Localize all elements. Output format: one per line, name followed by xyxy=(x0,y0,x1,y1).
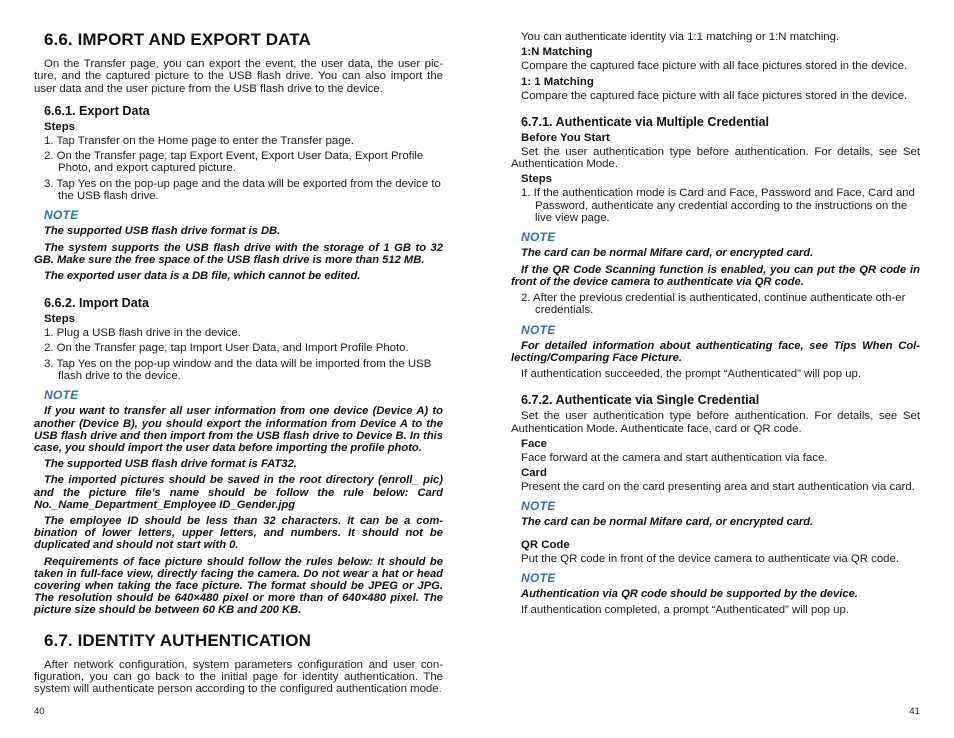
list-item: 2. On the Transfer page, tap Export Event, Export User Data, Export Profile Photo, and export captured picture. xyxy=(44,150,424,175)
import-steps-label: Steps xyxy=(44,313,76,326)
note-text: For detailed information about authenticating face, see Tips When Col-lecting/Comparing Face Picture. xyxy=(511,339,920,364)
matching-intro: You can authenticate identity via 1:1 matching or 1:N matching. xyxy=(521,31,840,43)
import-note: The supported USB flash drive format is FAT32. xyxy=(44,458,297,471)
list-item: 2. On the Transfer page, tap Import User Data, and Import Profile Photo. xyxy=(44,342,409,355)
import-steps-list xyxy=(34,327,443,382)
section-6-6-intro: On the Transfer page, you can export the event, the user data, the user pic-ture, and the captured picture to the USB flash drive. You can also import the user data and the user picture from the USB flash drive to the device. xyxy=(34,58,443,95)
note-title: NOTE xyxy=(521,499,556,514)
single-credential-text: Set the user authentication type before authentication. For details, see Set Authentication Mode. Authenticate face, card or QR code. xyxy=(511,410,920,435)
import-note: Requirements of face picture should follow the rules below: It should be taken in full-face view, directly facing the camera. Do not wear a hat or head covering when taking the face picture. The format should be JPEG or JPG. The resolution should be 640×480 pixel or more than of 640×480 pixel. The picture size should be between 60 KB and 200 KB. xyxy=(34,555,443,617)
import-note: The imported pictures should be saved in the root directory (enroll_ pic) and the picture file’s name should be follow the rule below: Card No._Name_Department_Employee ID_Gender.jpg xyxy=(34,474,443,511)
import-note: The employee ID should be less than 32 characters. It can be a com-bination of lower letters, upper letters, and numbers. It should not be duplicated and should not start with 0. xyxy=(34,515,443,552)
note-title: NOTE xyxy=(521,230,556,245)
section-6-7-heading: 6.7. IDENTITY AUTHENTICATION xyxy=(44,630,311,650)
list-item: 3. Tap Yes on the pop-up window and the data will be imported from the USB flash drive to the device. xyxy=(44,357,432,383)
qr-code-text: Put the QR code in front of the device camera to authenticate via QR code. xyxy=(521,552,899,565)
import-note: If you want to transfer all user information from one device (Device A) to another (Device B), you should export the information from Device A to the USB flash drive and then import from the USB flash drive to Device B. In this case, you should import the user data before importing the profile photo. xyxy=(34,405,443,454)
list-item: 1. Plug a USB flash drive in the device. xyxy=(44,327,241,340)
success-text: If authentication succeeded, the prompt “Authenticated” will pop up. xyxy=(521,367,862,380)
multiple-credential-heading: 6.7.1. Authenticate via Multiple Credential xyxy=(521,114,769,129)
note-title: NOTE xyxy=(521,322,556,337)
one-to-one-label: 1: 1 Matching xyxy=(521,75,594,88)
face-text: Face forward at the camera and start authentication via face. xyxy=(521,451,828,464)
export-steps-label: Steps xyxy=(44,120,76,133)
export-note: The supported USB flash drive format is DB. xyxy=(44,225,281,238)
right-page xyxy=(477,0,954,738)
export-note-title: NOTE xyxy=(44,208,79,223)
list-item: 1. If the authentication mode is Card and Face, Password and Face, Card and Password, authenticate any credential according to the instructions on the live view page. xyxy=(521,187,915,225)
section-6-7-intro: After network configuration, system parameters configuration and user con-figuration, you can go back to the initial page for identity authentication. The system will authenticate person according to the configured authentication mode. xyxy=(34,658,443,696)
one-to-one-text: Compare the captured face picture with all face pictures stored in the device. xyxy=(521,89,908,102)
section-6-6-heading: 6.6. IMPORT AND EXPORT DATA xyxy=(44,30,311,49)
right-column xyxy=(511,31,920,619)
export-steps-list xyxy=(34,135,443,202)
card-text: Present the card on the card presenting area and start authentication via card. xyxy=(521,481,915,494)
export-note: The system supports the USB flash drive with the storage of 1 GB to 32 GB. Make sure the free space of the USB flash drive is more than 512 MB. xyxy=(34,241,443,266)
note-text: Authentication via QR code should be supported by the device. xyxy=(521,587,858,600)
multi-steps-list xyxy=(511,187,920,224)
note-text: If the QR Code Scanning function is enabled, you can put the QR code in front of the device camera to authenticate via QR code. xyxy=(511,263,920,288)
card-label: Card xyxy=(521,467,547,480)
before-you-start-label: Before You Start xyxy=(521,131,610,144)
note-text: The card can be normal Mifare card, or encrypted card. xyxy=(521,247,814,260)
qr-code-label: QR Code xyxy=(521,538,570,551)
single-credential-heading: 6.7.2. Authenticate via Single Credential xyxy=(521,393,760,408)
import-data-heading: 6.6.2. Import Data xyxy=(44,296,149,311)
page-number: 41 xyxy=(909,706,920,717)
steps-label: Steps xyxy=(521,173,553,186)
note-title: NOTE xyxy=(521,570,556,585)
face-label: Face xyxy=(521,437,547,450)
multi-steps-list-cont xyxy=(511,292,920,317)
import-note-title: NOTE xyxy=(44,388,79,403)
one-to-n-label: 1:N Matching xyxy=(521,46,593,59)
list-item: 1. Tap Transfer on the Home page to enter the Transfer page. xyxy=(44,134,355,147)
before-you-start-text: Set the user authentication type before authentication. For details, see Set Authentication Mode. xyxy=(511,145,920,171)
export-note: The exported user data is a DB file, which cannot be edited. xyxy=(44,269,361,282)
list-item: 2. After the previous credential is authenticated, continue authenticate oth-er credentials. xyxy=(521,291,906,317)
list-item: 3. Tap Yes on the pop-up page and the data will be exported from the device to the USB flash drive. xyxy=(44,177,441,203)
one-to-n-text: Compare the captured face picture with all face pictures stored in the device. xyxy=(521,60,908,73)
completed-text: If authentication completed, a prompt “Authenticated” will pop up. xyxy=(521,604,849,617)
note-text: The card can be normal Mifare card, or encrypted card. xyxy=(521,516,814,529)
export-data-heading: 6.6.1. Export Data xyxy=(44,103,150,118)
page-number: 40 xyxy=(34,706,45,717)
left-column xyxy=(34,30,443,699)
